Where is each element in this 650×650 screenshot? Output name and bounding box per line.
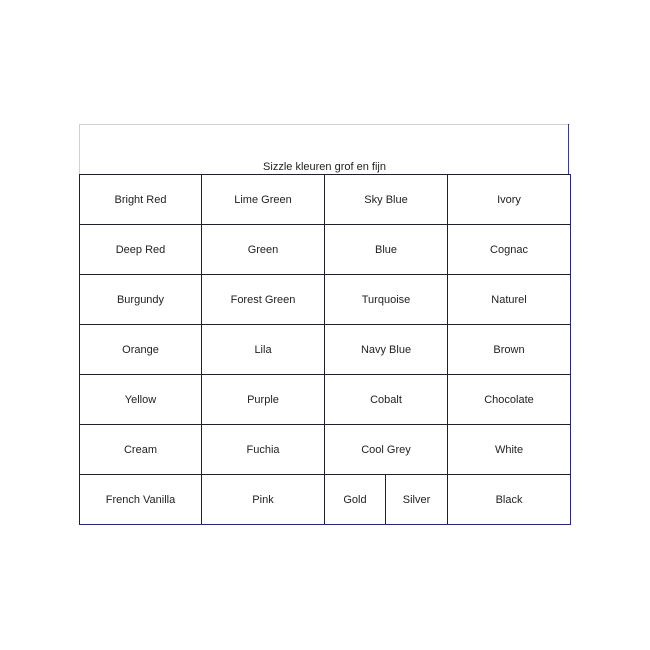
color-table [79,174,571,525]
table-cell: Gold [325,475,386,525]
table-cell: Forest Green [202,275,325,325]
table-cell: White [448,425,571,475]
table-cell: Navy Blue [325,325,448,375]
table-row [80,175,571,225]
table-cell: Lila [202,325,325,375]
table-cell: Brown [448,325,571,375]
top-divider [79,124,570,125]
table-cell: Cobalt [325,375,448,425]
table-row [80,375,571,425]
table-cell: Cognac [448,225,571,275]
table-row [80,475,571,525]
table-cell: Yellow [80,375,202,425]
table-cell: Black [448,475,571,525]
table-cell: Blue [325,225,448,275]
table-row [80,325,571,375]
table-cell: French Vanilla [80,475,202,525]
table-cell: Burgundy [80,275,202,325]
table-cell: Deep Red [80,225,202,275]
table-row [80,225,571,275]
table-cell: Pink [202,475,325,525]
table-cell: Naturel [448,275,571,325]
table-row [80,425,571,475]
table-cell: Chocolate [448,375,571,425]
table-row [80,275,571,325]
table-cell: Bright Red [80,175,202,225]
table-cell: Cream [80,425,202,475]
table-cell: Sky Blue [325,175,448,225]
table-cell: Ivory [448,175,571,225]
table-cell: Turquoise [325,275,448,325]
document-sheet [79,124,570,525]
table-cell: Green [202,225,325,275]
table-cell: Purple [202,375,325,425]
document-title: Sizzle kleuren grof en fijn [263,161,386,173]
table-cell: Lime Green [202,175,325,225]
table-cell: Cool Grey [325,425,448,475]
table-cell: Orange [80,325,202,375]
table-cell: Silver [386,475,448,525]
table-cell: Fuchia [202,425,325,475]
